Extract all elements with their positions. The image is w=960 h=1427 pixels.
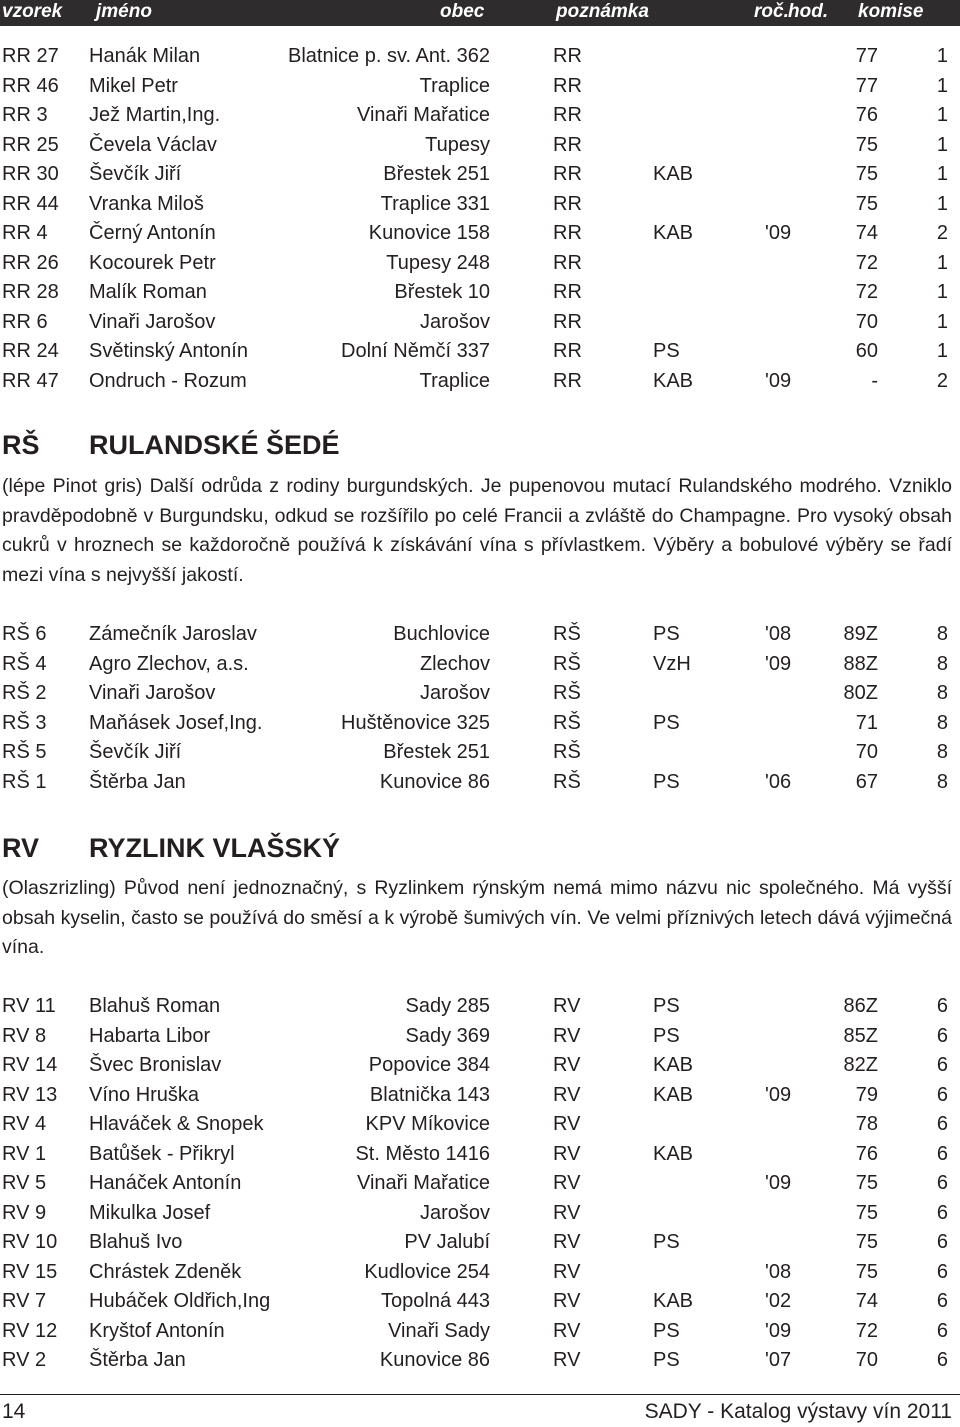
- exhibitor-name: Štěrba Jan: [89, 770, 186, 793]
- exhibitor-town: Břestek 10: [394, 281, 490, 303]
- score: 76: [855, 1142, 878, 1165]
- commission: 8: [936, 770, 948, 793]
- variety-code: RR: [553, 310, 582, 333]
- exhibitor-name: Švec Bronislav: [89, 1054, 222, 1076]
- commission: 2: [936, 369, 948, 392]
- commission: 8: [936, 623, 948, 645]
- exhibitor-town: Sady 369: [405, 1024, 490, 1047]
- score: 75: [855, 163, 878, 185]
- sample-code: RR 27: [2, 45, 59, 67]
- table-row: [0, 1228, 960, 1257]
- vintage-year: '02: [765, 1290, 792, 1312]
- exhibitor-name: Světinský Antonín: [89, 340, 248, 362]
- score: 72: [855, 251, 878, 274]
- commission: 8: [936, 682, 948, 704]
- sample-code: RR 30: [2, 163, 59, 185]
- sample-code: RR 46: [2, 74, 59, 97]
- score: 75: [855, 1260, 878, 1283]
- exhibitor-name: Habarta Libor: [89, 1024, 211, 1047]
- note: PS: [653, 770, 680, 793]
- variety-code: RV: [553, 1054, 581, 1076]
- exhibitor-name: Batůšek - Přikryl: [89, 1142, 235, 1165]
- commission: 1: [936, 340, 948, 362]
- table-row: [0, 1022, 960, 1051]
- commission: 2: [936, 222, 948, 244]
- rs-section-title: [0, 425, 960, 465]
- commission: 1: [936, 281, 948, 303]
- vintage-year: '08: [765, 623, 792, 645]
- score: 75: [855, 1231, 878, 1253]
- rs-abbr: RŠ: [2, 430, 40, 460]
- table-row: [0, 650, 960, 679]
- exhibitor-town: Vinaři Mařatice: [356, 1172, 490, 1194]
- table-row: [0, 1199, 960, 1228]
- variety-code: RV: [553, 1319, 581, 1342]
- exhibitor-name: Hubáček Oldřich,Ing: [89, 1290, 271, 1312]
- vintage-year: '09: [765, 369, 792, 392]
- note: VzH: [653, 652, 691, 675]
- score: 70: [855, 1349, 878, 1371]
- commission: 1: [936, 45, 948, 67]
- variety-code: RR: [553, 369, 582, 392]
- note: PS: [653, 1231, 680, 1253]
- note: PS: [653, 995, 680, 1017]
- exhibitor-name: Blahuš Ivo: [89, 1231, 183, 1253]
- commission: 6: [936, 1201, 948, 1224]
- table-row: [0, 278, 960, 307]
- sample-code: RV 15: [2, 1260, 58, 1283]
- score: 75: [855, 1172, 878, 1194]
- note: PS: [653, 1024, 680, 1047]
- table-row: [0, 42, 960, 71]
- sample-code: RR 4: [2, 222, 48, 244]
- note: KAB: [653, 1290, 694, 1312]
- exhibitor-town: Tupesy: [425, 133, 490, 156]
- sample-code: RV 5: [2, 1172, 47, 1194]
- header-poznamka: poznámka: [556, 1, 649, 22]
- exhibitor-town: Tupesy 248: [386, 251, 490, 274]
- commission: 6: [936, 1290, 948, 1312]
- exhibitor-name: Zámečník Jaroslav: [89, 623, 257, 645]
- exhibitor-town: Blatnice p. sv. Ant. 362: [288, 45, 490, 67]
- score: 80Z: [843, 682, 878, 704]
- table-row: [0, 1110, 960, 1139]
- table-row: [0, 992, 960, 1021]
- variety-code: RR: [553, 74, 582, 97]
- score: 82Z: [843, 1054, 878, 1076]
- rv-abbr: RV: [2, 833, 40, 863]
- vintage-year: '08: [765, 1260, 792, 1283]
- exhibitor-name: Chrástek Zdeněk: [89, 1260, 242, 1283]
- vintage-year: '07: [765, 1349, 792, 1371]
- exhibitor-town: Buchlovice: [393, 623, 490, 645]
- exhibitor-town: St. Město 1416: [355, 1142, 490, 1165]
- sample-code: RŠ 4: [2, 652, 47, 675]
- variety-code: RV: [553, 1113, 581, 1135]
- sample-code: RR 28: [2, 281, 59, 303]
- header-jmeno: jméno: [96, 1, 152, 22]
- table-row: [0, 72, 960, 101]
- table-row: [0, 337, 960, 366]
- sample-code: RV 14: [2, 1054, 58, 1076]
- note: PS: [653, 1319, 680, 1342]
- commission: 1: [936, 310, 948, 333]
- variety-code: RV: [553, 1290, 581, 1312]
- table-row: [0, 249, 960, 278]
- note: PS: [653, 340, 680, 362]
- sample-code: RŠ 3: [2, 711, 47, 734]
- rv-section-title: [0, 828, 960, 868]
- table-row: [0, 190, 960, 219]
- sample-code: RŠ 5: [2, 741, 47, 763]
- variety-code: RV: [553, 1349, 581, 1371]
- score: 75: [855, 133, 878, 156]
- score: 78: [855, 1113, 878, 1135]
- note: KAB: [653, 1054, 694, 1076]
- exhibitor-town: Blatnička 143: [369, 1083, 490, 1106]
- exhibitor-name: Ševčík Jiří: [89, 741, 182, 763]
- commission: 1: [936, 163, 948, 185]
- note: KAB: [653, 369, 694, 392]
- exhibitor-town: Sady 285: [405, 995, 490, 1017]
- note: PS: [653, 1349, 680, 1371]
- commission: 8: [936, 652, 948, 675]
- exhibitor-town: Traplice: [419, 369, 490, 392]
- variety-code: RV: [553, 1142, 581, 1165]
- commission: 1: [936, 251, 948, 274]
- exhibitor-town: Jarošov: [419, 682, 490, 704]
- header-komise: komise: [858, 1, 924, 22]
- commission: 6: [936, 1083, 948, 1106]
- note: KAB: [653, 1142, 694, 1165]
- variety-code: RV: [553, 1201, 581, 1224]
- commission: 6: [936, 1231, 948, 1253]
- commission: 6: [936, 1260, 948, 1283]
- note: KAB: [653, 222, 694, 244]
- score: 89Z: [843, 623, 878, 645]
- vintage-year: '09: [765, 222, 792, 244]
- commission: 6: [936, 1054, 948, 1076]
- commission: 6: [936, 1172, 948, 1194]
- score: 75: [855, 1201, 878, 1224]
- variety-code: RR: [553, 222, 582, 244]
- sample-code: RV 7: [2, 1290, 47, 1312]
- header-hod: hod.: [788, 1, 829, 22]
- score: 79: [855, 1083, 878, 1106]
- exhibitor-name: Čevela Václav: [89, 133, 217, 156]
- exhibitor-town: Zlechov: [419, 652, 490, 675]
- score: 67: [855, 770, 878, 793]
- table-row: [0, 1258, 960, 1287]
- variety-code: RR: [553, 192, 582, 215]
- exhibitor-town: Vinaři Mařatice: [356, 104, 490, 126]
- exhibitor-name: Malík Roman: [89, 281, 207, 303]
- table-row: [0, 709, 960, 738]
- score: 74: [855, 222, 878, 244]
- table-row: [0, 1317, 960, 1346]
- variety-code: RV: [553, 1083, 581, 1106]
- exhibitor-name: Vinaři Jarošov: [89, 310, 216, 333]
- exhibitor-name: Jež Martin,Ing.: [89, 104, 221, 126]
- exhibitor-town: Vinaři Sady: [388, 1319, 490, 1342]
- sample-code: RR 25: [2, 133, 59, 156]
- table-row: [0, 1051, 960, 1080]
- table-row: [0, 308, 960, 337]
- exhibitor-name: Kryštof Antonín: [89, 1319, 225, 1342]
- exhibitor-name: Mikulka Josef: [89, 1201, 211, 1224]
- variety-code: RR: [553, 163, 582, 185]
- commission: 6: [936, 1113, 948, 1135]
- variety-code: RŠ: [553, 623, 581, 645]
- table-row: [0, 768, 960, 797]
- variety-code: RV: [553, 995, 581, 1017]
- sample-code: RR 26: [2, 251, 59, 274]
- score: 70: [855, 741, 878, 763]
- exhibitor-town: Břestek 251: [383, 163, 490, 185]
- sample-code: RR 24: [2, 340, 59, 362]
- exhibitor-town: Dolní Němčí 337: [341, 340, 490, 362]
- exhibitor-name: Mikel Petr: [89, 74, 178, 97]
- exhibitor-name: Víno Hruška: [89, 1083, 200, 1106]
- table-row: [0, 679, 960, 708]
- table-row: [0, 219, 960, 248]
- vintage-year: '09: [765, 1083, 792, 1106]
- score: 60: [855, 340, 878, 362]
- variety-code: RR: [553, 133, 582, 156]
- commission: 1: [936, 74, 948, 97]
- sample-code: RR 6: [2, 310, 48, 333]
- header-vzorek: vzorek: [2, 1, 63, 22]
- score: 72: [855, 1319, 878, 1342]
- sample-code: RV 9: [2, 1201, 47, 1224]
- rv-title: RYZLINK VLAŠSKÝ: [89, 833, 341, 863]
- score: 88Z: [843, 652, 878, 675]
- vintage-year: '09: [765, 652, 792, 675]
- note: KAB: [653, 163, 694, 185]
- table-row: [0, 620, 960, 649]
- sample-code: RV 10: [2, 1231, 58, 1253]
- exhibitor-town: Huštěnovice 325: [341, 711, 490, 734]
- exhibitor-town: KPV Míkovice: [365, 1113, 490, 1135]
- commission: 6: [936, 995, 948, 1017]
- table-row: [0, 1081, 960, 1110]
- variety-code: RŠ: [553, 711, 581, 734]
- table-row: [0, 738, 960, 767]
- table-row: [0, 131, 960, 160]
- footer-rule: [0, 1394, 960, 1395]
- exhibitor-town: Traplice: [419, 74, 490, 97]
- score: -: [871, 369, 878, 392]
- exhibitor-town: PV Jalubí: [404, 1231, 490, 1253]
- score: 86Z: [843, 995, 878, 1017]
- score: 70: [855, 310, 878, 333]
- table-row: [0, 1140, 960, 1169]
- score: 75: [855, 192, 878, 215]
- variety-code: RV: [553, 1172, 581, 1194]
- note: PS: [653, 623, 680, 645]
- exhibitor-name: Kocourek Petr: [89, 251, 216, 274]
- commission: 6: [936, 1024, 948, 1047]
- sample-code: RŠ 2: [2, 682, 47, 704]
- variety-code: RR: [553, 45, 582, 67]
- header-obec: obec: [440, 1, 485, 22]
- variety-code: RŠ: [553, 682, 581, 704]
- variety-code: RR: [553, 251, 582, 274]
- exhibitor-name: Agro Zlechov, a.s.: [89, 652, 249, 675]
- sample-code: RV 1: [2, 1142, 47, 1165]
- header-roc: roč.: [754, 1, 789, 22]
- sample-code: RV 13: [2, 1083, 58, 1106]
- variety-code: RV: [553, 1024, 581, 1047]
- commission: 6: [936, 1319, 948, 1342]
- variety-code: RR: [553, 340, 582, 362]
- sample-code: RR 44: [2, 192, 59, 215]
- exhibitor-town: Topolná 443: [381, 1290, 490, 1312]
- commission: 6: [936, 1349, 948, 1371]
- sample-code: RR 3: [2, 104, 48, 126]
- commission: 8: [936, 741, 948, 763]
- exhibitor-name: Vinaři Jarošov: [89, 682, 216, 704]
- rs-description: (lépe Pinot gris) Další odrůda z rodiny burgundských. Je pupenovou mutací Rulandského modrého. Vzniklo pravděpodobně v Burgundsku, odkud se rozšířilo po celé Francii a zvláště do Champagne. Pro vysoký obsah cukrů v hroznech se každoročně používá k získávání vína s přívlastkem. Výběry a bobulové výběry se řadí mezi vína s nejvyšší jakostí.: [2, 475, 952, 586]
- variety-code: RV: [553, 1231, 581, 1253]
- vintage-year: '09: [765, 1172, 792, 1194]
- commission: 8: [936, 711, 948, 734]
- score: 77: [855, 74, 878, 97]
- rv-description: (Olaszrizling) Původ není jednoznačný, s Ryzlinkem rýnským nemá mimo názvu nic společného. Má vyšší obsah kyselin, často se používá do směsí a k výrobě šumivých vín. Ve velmi příznivých letech dává výjimečná vína.: [2, 877, 952, 958]
- commission: 1: [936, 104, 948, 126]
- exhibitor-town: Kudlovice 254: [364, 1260, 490, 1283]
- exhibitor-name: Hanák Milan: [89, 45, 201, 67]
- exhibitor-name: Maňásek Josef,Ing.: [89, 711, 263, 734]
- score: 76: [855, 104, 878, 126]
- score: 77: [855, 45, 878, 67]
- sample-code: RV 11: [2, 995, 56, 1017]
- exhibitor-town: Jarošov: [419, 1201, 490, 1224]
- score: 74: [855, 1290, 878, 1312]
- variety-code: RŠ: [553, 652, 581, 675]
- exhibitor-town: Traplice 331: [380, 192, 490, 215]
- sample-code: RV 2: [2, 1349, 47, 1371]
- exhibitor-town: Kunovice 158: [368, 222, 490, 244]
- variety-code: RR: [553, 104, 582, 126]
- exhibitor-town: Břestek 251: [383, 741, 490, 763]
- page-footer: [0, 1394, 960, 1427]
- page-number: 14: [2, 1400, 26, 1423]
- note: PS: [653, 711, 680, 734]
- table-row: [0, 1287, 960, 1316]
- exhibitor-name: Černý Antonín: [89, 222, 216, 244]
- catalog-title: SADY - Katalog výstavy vín 2011: [644, 1400, 952, 1423]
- exhibitor-name: Vranka Miloš: [89, 192, 204, 215]
- sample-code: RV 12: [2, 1319, 58, 1342]
- variety-code: RŠ: [553, 770, 581, 793]
- table-row: [0, 1346, 960, 1375]
- score: 72: [855, 281, 878, 303]
- variety-code: RR: [553, 281, 582, 303]
- commission: 1: [936, 192, 948, 215]
- rs-title: RULANDSKÉ ŠEDÉ: [89, 430, 340, 460]
- variety-code: RV: [553, 1260, 581, 1283]
- table-header: [0, 0, 960, 26]
- sample-code: RV 4: [2, 1113, 47, 1135]
- exhibitor-town: Jarošov: [419, 310, 490, 333]
- exhibitor-town: Popovice 384: [368, 1054, 490, 1076]
- exhibitor-name: Ondruch - Rozum: [89, 369, 247, 392]
- vintage-year: '09: [765, 1319, 792, 1342]
- sample-code: RŠ 1: [2, 770, 47, 793]
- vintage-year: '06: [765, 770, 792, 793]
- sample-code: RR 47: [2, 369, 59, 392]
- score: 71: [855, 711, 878, 734]
- variety-code: RŠ: [553, 741, 581, 763]
- exhibitor-name: Hlaváček & Snopek: [89, 1113, 264, 1135]
- exhibitor-name: Blahuš Roman: [89, 995, 221, 1017]
- table-row: [0, 160, 960, 189]
- exhibitor-town: Kunovice 86: [379, 770, 490, 793]
- commission: 1: [936, 133, 948, 156]
- table-row: [0, 101, 960, 130]
- note: KAB: [653, 1083, 694, 1106]
- exhibitor-town: Kunovice 86: [379, 1349, 490, 1371]
- table-row: [0, 1169, 960, 1198]
- exhibitor-name: Hanáček Antonín: [89, 1172, 242, 1194]
- score: 85Z: [843, 1024, 878, 1047]
- sample-code: RŠ 6: [2, 623, 47, 645]
- table-row: [0, 367, 960, 396]
- sample-code: RV 8: [2, 1024, 47, 1047]
- commission: 6: [936, 1142, 948, 1165]
- exhibitor-name: Ševčík Jiří: [89, 163, 182, 185]
- exhibitor-name: Štěrba Jan: [89, 1349, 186, 1371]
